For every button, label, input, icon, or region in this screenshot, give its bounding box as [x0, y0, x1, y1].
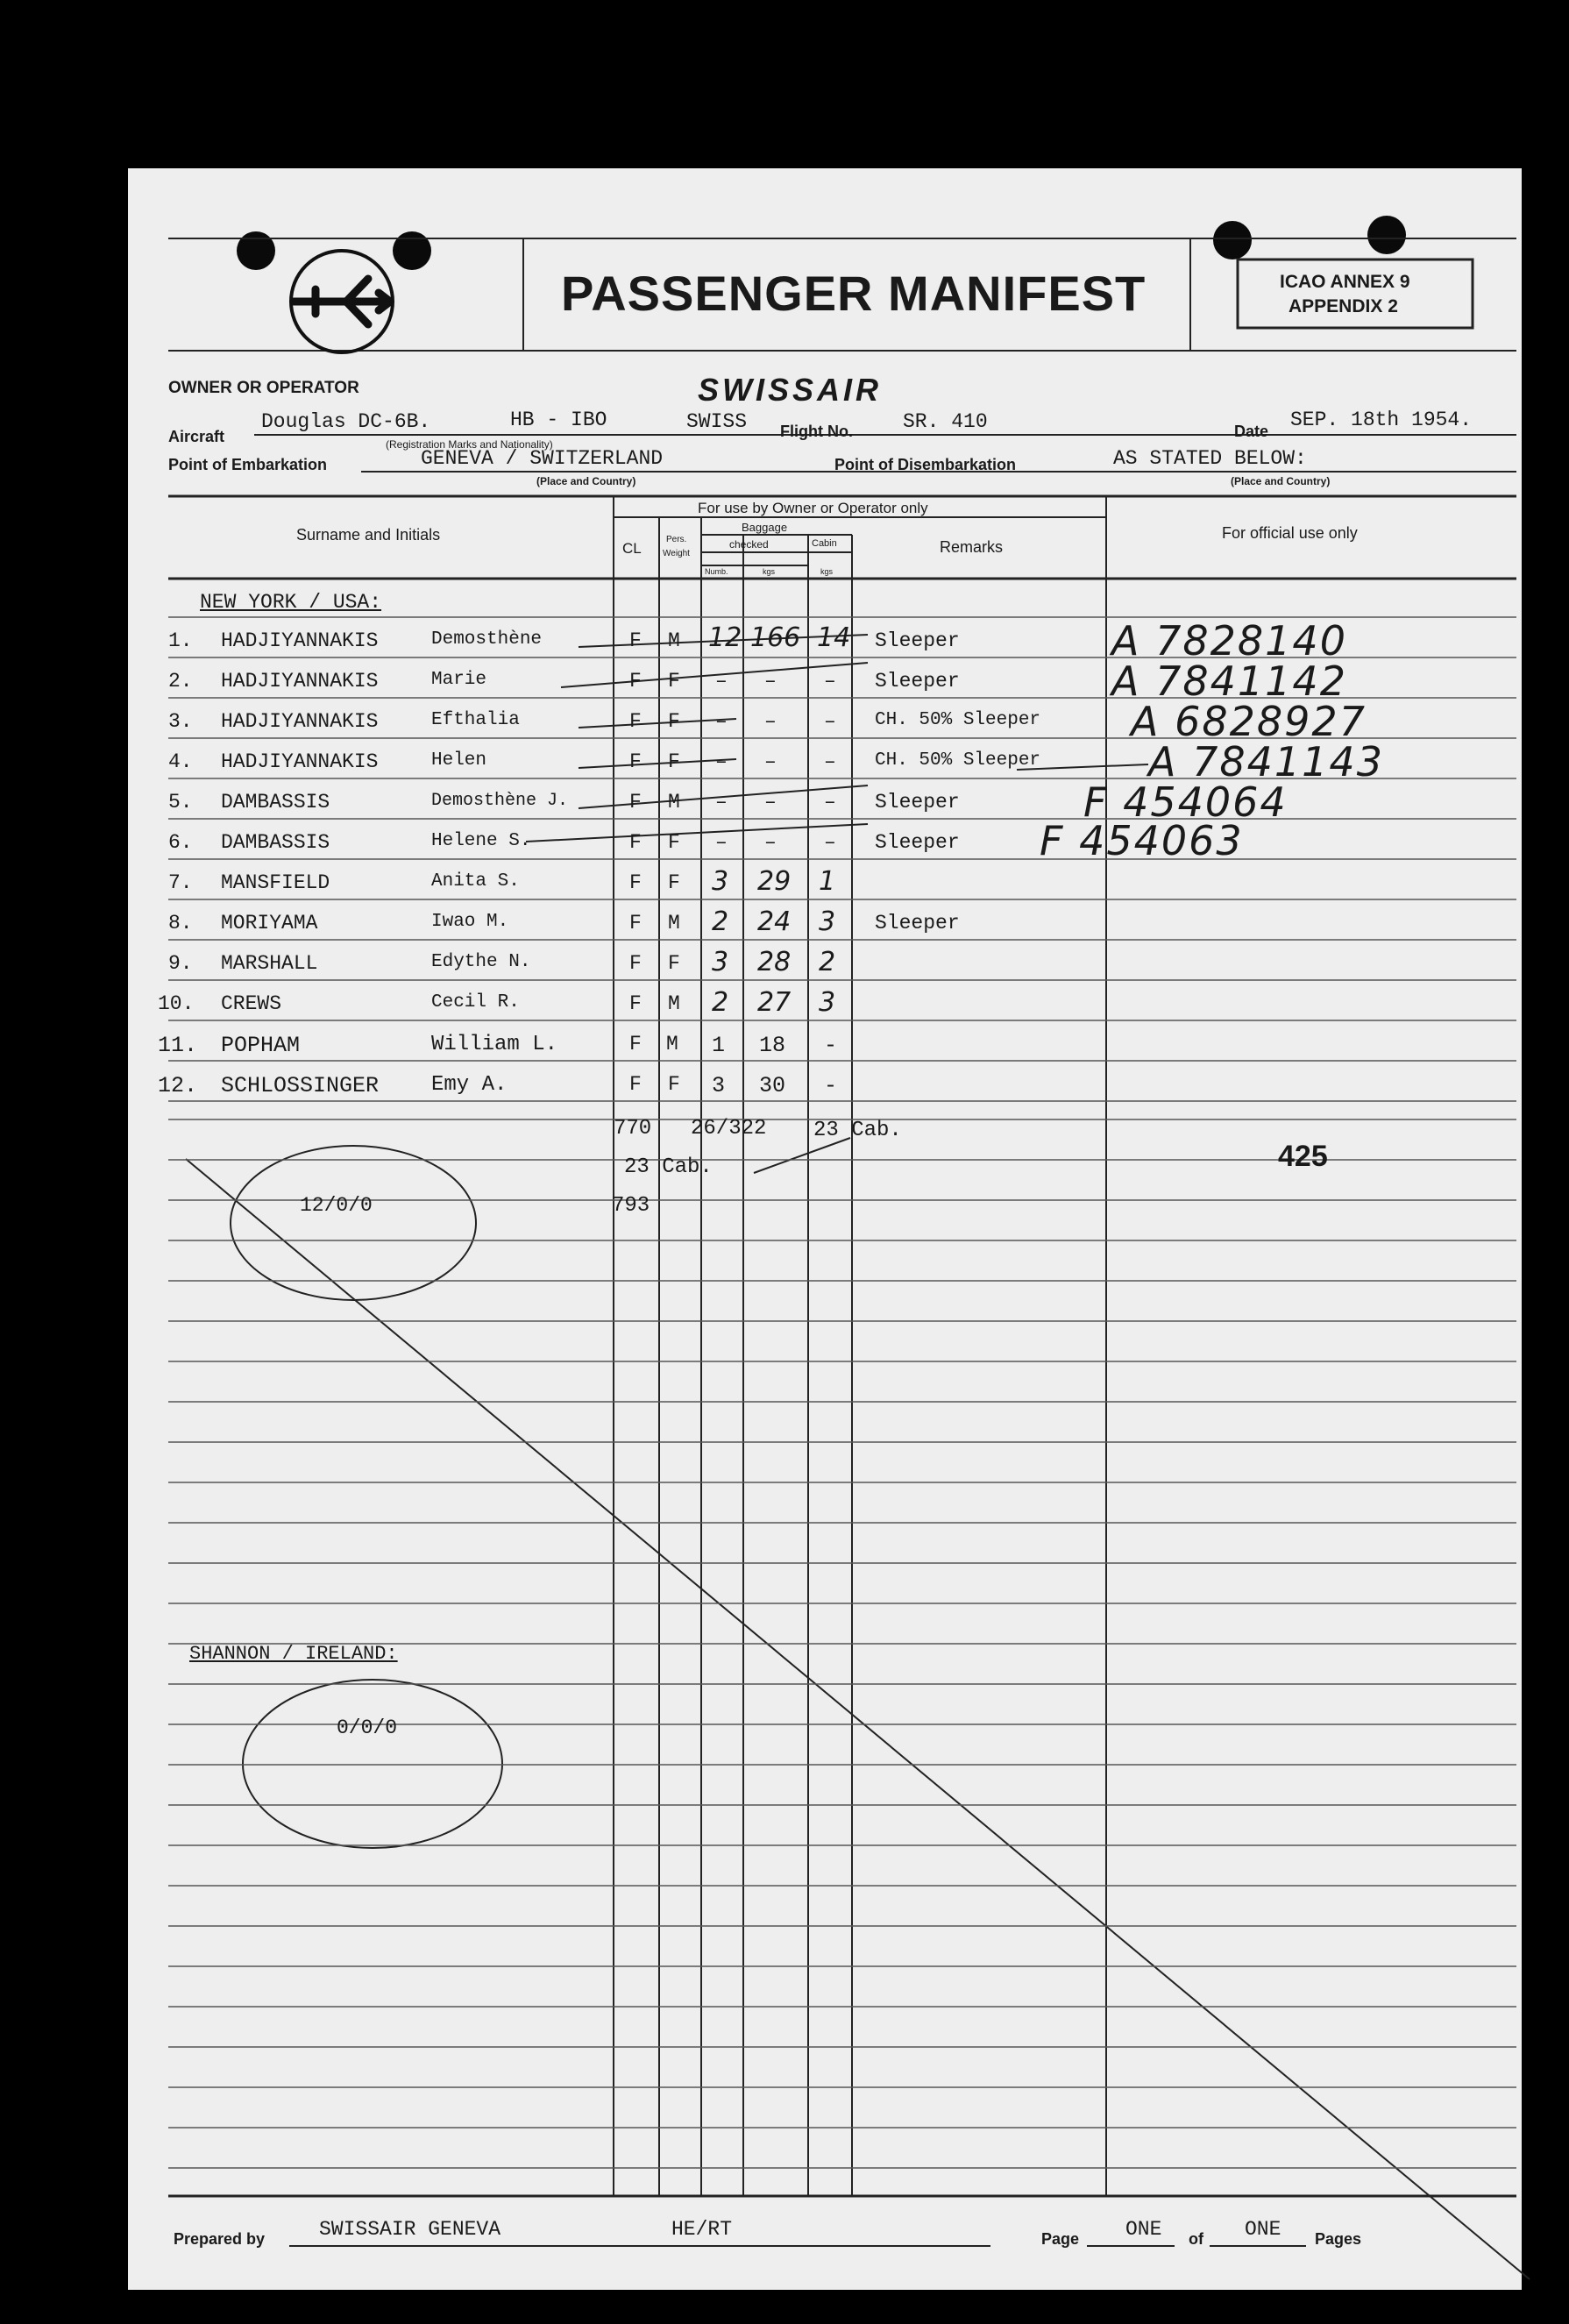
passenger-remarks: Sleeper: [875, 629, 960, 652]
passenger-surname: HADJIYANNAKIS: [221, 670, 379, 693]
passenger-weight-code: F: [668, 710, 680, 733]
new-york-count-stamp: 12/0/0: [300, 1194, 373, 1217]
cabin-kgs: 14: [817, 622, 851, 653]
row-number: 4.: [168, 750, 193, 773]
passenger-class: F: [629, 1073, 642, 1096]
cabin-kgs: -: [824, 1073, 838, 1098]
section-shannon: SHANNON / IRELAND:: [189, 1643, 398, 1665]
official-use-header: For official use only: [1222, 524, 1358, 542]
page-title: PASSENGER MANIFEST: [561, 266, 1147, 321]
cabin-kgs: 1: [819, 866, 836, 897]
cabin-kgs: -: [824, 1033, 838, 1058]
cabin-kgs: –: [824, 791, 836, 814]
baggage-count: –: [715, 670, 728, 693]
passenger-weight-code: F: [668, 871, 680, 894]
passenger-class: F: [629, 750, 642, 773]
baggage-kgs: 30: [759, 1073, 786, 1098]
passenger-row: [0, 1073, 1569, 1113]
cabin-kgs: –: [824, 750, 836, 773]
passenger-given-name: Edythe N.: [431, 952, 531, 972]
pers-header-2: Weight: [663, 549, 690, 558]
owner-use-header: For use by Owner or Operator only: [698, 500, 928, 516]
passenger-weight-code: M: [668, 629, 680, 652]
passenger-remarks: Sleeper: [875, 791, 960, 814]
place-country-caption-1: (Place and Country): [536, 475, 636, 487]
baggage-count: 3: [712, 947, 729, 977]
passenger-class: F: [629, 992, 642, 1015]
passenger-given-name: Anita S.: [431, 871, 520, 892]
passenger-surname: HADJIYANNAKIS: [221, 750, 379, 773]
passport-number: A 7828140: [1111, 617, 1347, 665]
row-number: 5.: [168, 791, 193, 814]
passenger-class: F: [629, 791, 642, 814]
row-number: 10.: [158, 992, 195, 1015]
row-number: 8.: [168, 912, 193, 935]
passenger-class: F: [629, 710, 642, 733]
passenger-row: [0, 778, 1569, 831]
passenger-surname: DAMBASSIS: [221, 791, 330, 814]
baggage-kgs: –: [764, 750, 777, 773]
baggage-count: 2: [712, 906, 729, 937]
baggage-kgs: –: [764, 791, 777, 814]
baggage-count: –: [715, 710, 728, 733]
baggage-kgs: 27: [757, 987, 792, 1018]
shannon-count-stamp: 0/0/0: [337, 1716, 398, 1739]
baggage-kgs: 18: [759, 1033, 786, 1058]
passenger-surname: HADJIYANNAKIS: [221, 710, 379, 733]
baggage-count: –: [715, 831, 728, 854]
baggage-count: 1: [712, 1033, 726, 1058]
class-header: CL: [622, 540, 642, 557]
baggage-kgs: 166: [750, 622, 801, 653]
passport-number: A 7841142: [1111, 657, 1347, 705]
baggage-count: 3: [712, 866, 729, 897]
passenger-surname: SCHLOSSINGER: [221, 1073, 380, 1098]
baggage-kgs: –: [764, 710, 777, 733]
baggage-count: –: [715, 791, 728, 814]
surname-header: Surname and Initials: [296, 526, 441, 544]
disembarkation-point: AS STATED BELOW:: [1113, 447, 1307, 470]
grand-total: 793: [612, 1194, 650, 1218]
passenger-surname: MORIYAMA: [221, 912, 318, 935]
passenger-weight-code: F: [668, 750, 680, 773]
passenger-surname: HADJIYANNAKIS: [221, 629, 379, 652]
baggage-kgs: 29: [757, 866, 792, 897]
passenger-given-name: Helen: [431, 750, 487, 771]
cabin-kgs: 2: [819, 947, 836, 977]
passenger-given-name: William L.: [431, 1033, 558, 1056]
row-number: 1.: [168, 629, 193, 652]
icao-line-2: APPENDIX 2: [1289, 296, 1398, 316]
embarkation-point: GENEVA / SWITZERLAND: [421, 447, 664, 470]
owner-label: OWNER OR OPERATOR: [168, 379, 359, 397]
passenger-given-name: Helene S.: [431, 831, 531, 851]
passenger-weight-code: F: [668, 952, 680, 975]
place-country-caption-2: (Place and Country): [1231, 475, 1331, 487]
kgs-header-1: kgs: [763, 567, 776, 576]
cabin-header: Cabin: [812, 538, 837, 549]
pers-header-1: Pers.: [666, 535, 687, 544]
passenger-class: F: [629, 1033, 642, 1055]
section-new-york: NEW YORK / USA:: [200, 591, 382, 614]
prepared-by: SWISSAIR GENEVA: [319, 2218, 501, 2241]
row-number: 2.: [168, 670, 193, 693]
baggage-kgs: 24: [757, 906, 792, 937]
passport-number: A 7841143: [1148, 738, 1384, 785]
aircraft-label: Aircraft: [168, 428, 225, 445]
aircraft-nationality: SWISS: [686, 410, 748, 433]
baggage-kgs: 28: [757, 947, 792, 977]
passenger-weight-code: F: [668, 1073, 680, 1096]
passenger-weight-code: F: [668, 831, 680, 854]
baggage-count: 3: [712, 1073, 726, 1098]
passenger-remarks: Sleeper: [875, 831, 960, 854]
aircraft-type: Douglas DC-6B.: [261, 410, 431, 433]
passenger-class: F: [629, 831, 642, 854]
passenger-given-name: Iwao M.: [431, 912, 509, 932]
baggage-count: 12: [708, 622, 742, 653]
passenger-weight-code: F: [668, 670, 680, 693]
passenger-row: [0, 987, 1569, 1033]
row-number: 7.: [168, 871, 193, 894]
total-cabin: 23 Cab.: [813, 1119, 902, 1142]
preparer-initials: HE/RT: [671, 2218, 733, 2241]
total-weight: 770: [614, 1117, 652, 1141]
passenger-remarks: CH. 50% Sleeper: [875, 710, 1041, 730]
row-number: 9.: [168, 952, 193, 975]
passport-number: F 454064: [1083, 778, 1288, 826]
page-label: Page: [1041, 2230, 1080, 2248]
remarks-header: Remarks: [940, 538, 1004, 556]
passenger-given-name: Cecil R.: [431, 992, 520, 1013]
baggage-count: 2: [712, 987, 729, 1018]
date-label: Date: [1234, 423, 1269, 440]
total-baggage: 26/322: [691, 1117, 767, 1141]
passenger-remarks: CH. 50% Sleeper: [875, 750, 1041, 771]
passenger-class: F: [629, 629, 642, 652]
passenger-given-name: Emy A.: [431, 1073, 508, 1097]
passenger-weight-code: M: [666, 1033, 678, 1055]
passenger-weight-code: M: [668, 791, 680, 814]
cabin-kgs: –: [824, 670, 836, 693]
flight-no-label: Flight No.: [780, 423, 853, 440]
passport-number: F 454063: [1040, 817, 1244, 864]
icao-line-1: ICAO ANNEX 9: [1280, 272, 1410, 292]
passenger-surname: DAMBASSIS: [221, 831, 330, 854]
passenger-surname: POPHAM: [221, 1033, 301, 1058]
passenger-surname: CREWS: [221, 992, 282, 1015]
passenger-row: [0, 1033, 1569, 1073]
passenger-class: F: [629, 912, 642, 935]
row-number: 11.: [158, 1033, 198, 1058]
passenger-class: F: [629, 670, 642, 693]
operator-name: SWISSAIR: [698, 372, 883, 408]
embarkation-label: Point of Embarkation: [168, 456, 328, 473]
checked-header: checked: [729, 538, 769, 551]
prepared-by-label: Prepared by: [174, 2230, 266, 2248]
cabin-carry-line: 23 Cab.: [624, 1155, 713, 1179]
passenger-surname: MANSFIELD: [221, 871, 330, 894]
page-total: ONE: [1245, 2218, 1281, 2241]
passport-number: A 6828927: [1131, 698, 1367, 745]
row-number: 3.: [168, 710, 193, 733]
disembarkation-label: Point of Disembarkation: [834, 456, 1017, 473]
kgs-header-2: kgs: [820, 567, 834, 576]
passenger-given-name: Demosthène J.: [431, 791, 569, 811]
baggage-header: Baggage: [742, 521, 788, 534]
cabin-kgs: –: [824, 831, 836, 854]
aircraft-registration: HB - IBO: [510, 409, 607, 431]
passenger-given-name: Marie: [431, 670, 487, 690]
passenger-given-name: Efthalia: [431, 710, 520, 730]
cabin-kgs: 3: [819, 906, 836, 937]
row-number: 12.: [158, 1073, 198, 1098]
page-number: ONE: [1125, 2218, 1162, 2241]
passenger-class: F: [629, 952, 642, 975]
row-number: 6.: [168, 831, 193, 854]
cabin-kgs: –: [824, 710, 836, 733]
passenger-remarks: Sleeper: [875, 912, 960, 935]
baggage-count: –: [715, 750, 728, 773]
passenger-remarks: Sleeper: [875, 670, 960, 693]
of-label: of: [1189, 2230, 1203, 2248]
pages-label: Pages: [1315, 2230, 1362, 2248]
passenger-given-name: Demosthène: [431, 629, 543, 650]
cabin-kgs: 3: [819, 987, 836, 1018]
passenger-row: [0, 738, 1569, 791]
passenger-weight-code: M: [668, 992, 680, 1015]
baggage-kgs: –: [764, 670, 777, 693]
numb-header: Numb.: [705, 567, 728, 576]
registration-caption: (Registration Marks and Nationality): [386, 438, 553, 451]
flight-date: SEP. 18th 1954.: [1290, 409, 1473, 431]
flight-no: SR. 410: [903, 410, 988, 433]
passenger-surname: MARSHALL: [221, 952, 318, 975]
baggage-kgs: –: [764, 831, 777, 854]
official-total: 425: [1278, 1140, 1328, 1173]
passenger-weight-code: M: [668, 912, 680, 935]
passenger-class: F: [629, 871, 642, 894]
